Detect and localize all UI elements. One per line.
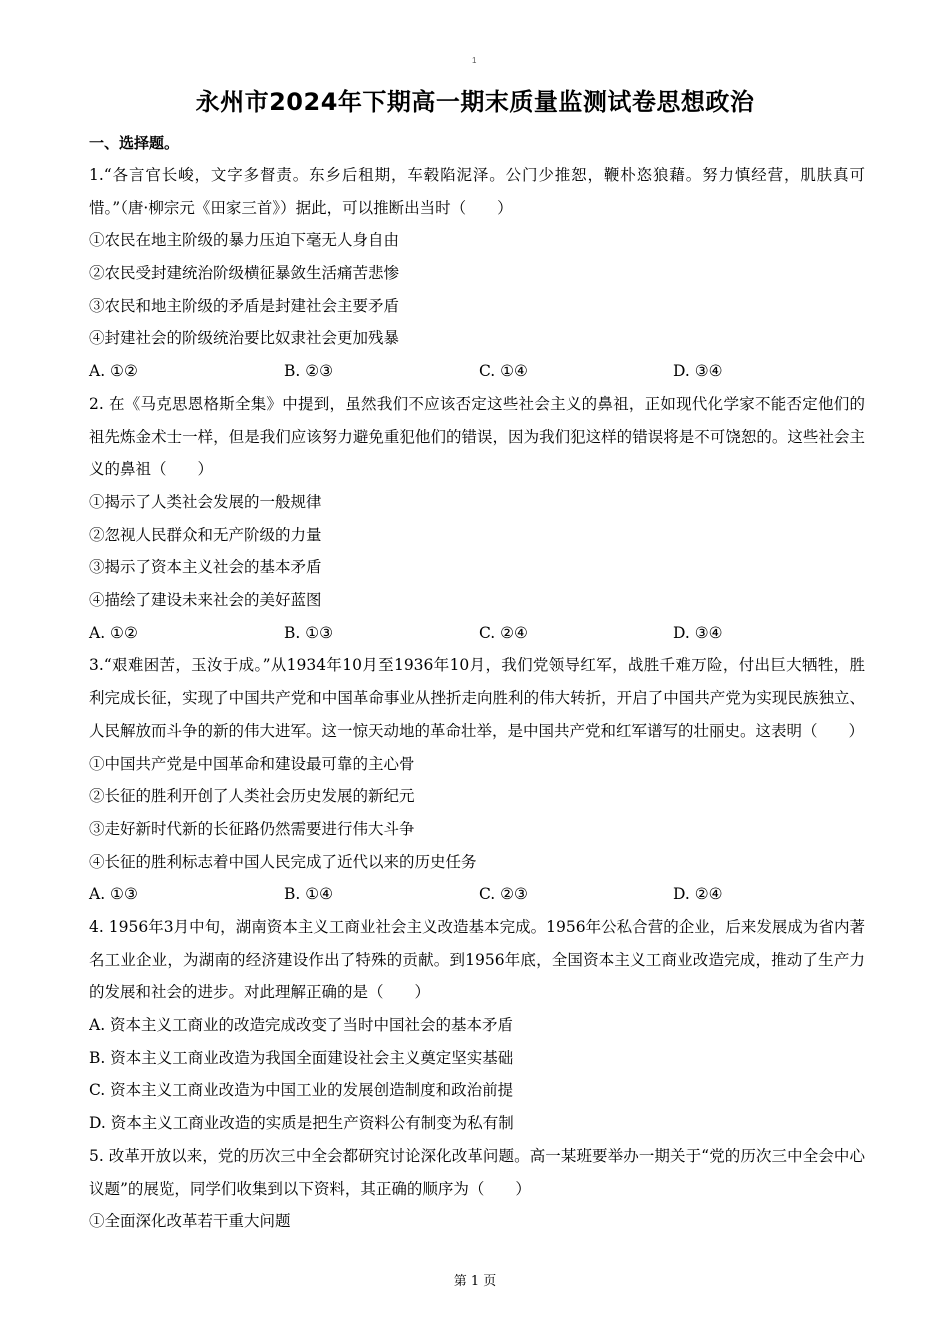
choice-c: C. ②④	[479, 623, 528, 642]
page-top-mark: 1	[472, 56, 477, 65]
choice-b: B. ①③	[284, 623, 334, 642]
exam-title: 永州市2024年下期高一期末质量监测试卷思想政治	[195, 88, 755, 116]
choice-d: D. ②④	[673, 885, 723, 904]
question-stem: 5. 改革开放以来，党的历次三中全会都研究讨论深化改革问题。高一某班要举办一期关于“党的历次三中全会中心议题”的展览，同学们收集到以下资料，其正确的顺序为（ ）	[89, 1146, 865, 1198]
option-item: ②忽视人民群众和无产阶级的力量	[89, 525, 322, 544]
question-5	[89, 1140, 865, 1238]
question-stem: 3.“艰难困苦，玉汝于成。”从1934年10月至1936年10月，我们党领导红军，战胜千难万险，付出巨大牺牲，胜利完成长征，实现了中国共产党和中国革命事业从挫折走向胜利的伟大转折，开启了中国共产党为实现民族独立、人民解放而斗争的新的伟大进军。这一惊天动地的革命壮举，是中国共产党和红军谱写的壮丽史。这表明（ ）	[89, 656, 865, 740]
question-4	[89, 911, 865, 1140]
question-stem: 2. 在《马克思恩格斯全集》中提到，虽然我们不应该否定这些社会主义的鼻祖，正如现代化学家不能否定他们的祖先炼金术士一样，但是我们应该努力避免重犯他们的错误，因为我们犯这样的错误将是不可饶恕的。这些社会主义的鼻祖（ ）	[89, 394, 865, 479]
choice-d: D. 资本主义工商业改造的实质是把生产资料公有制变为私有制	[89, 1114, 514, 1133]
option-item: ④描绘了建设未来社会的美好蓝图	[89, 591, 322, 610]
choice-c: C. ①④	[479, 362, 528, 381]
choice-d: D. ③④	[673, 623, 723, 642]
question-2	[89, 388, 865, 650]
question-stem: 4. 1956年3月中旬，湖南资本主义工商业社会主义改造基本完成。1956年公私合营的企业，后来发展成为省内著名工业企业，为湖南的经济建设作出了特殊的贡献。到1956年底，全国资本主义工商业改造完成，推动了生产力的发展和社会的进步。对此理解正确的是（ ）	[89, 917, 865, 1002]
choice-a: A. 资本主义工商业的改造完成改变了当时中国社会的基本矛盾	[89, 1016, 514, 1035]
option-item: ④长征的胜利标志着中国人民完成了近代以来的历史任务	[89, 852, 477, 871]
page-number: 第 1 页	[453, 1274, 497, 1289]
question-1	[89, 159, 865, 388]
answer-choices	[89, 617, 865, 650]
choice-c: C. ②③	[479, 885, 528, 904]
choice-b: B. ②③	[284, 362, 334, 381]
option-item: ①农民在地主阶级的暴力压迫下毫无人身自由	[89, 231, 400, 250]
question-3	[89, 649, 865, 911]
option-item: ①揭示了人类社会发展的一般规律	[89, 492, 322, 511]
choice-b: B. ①④	[284, 885, 334, 904]
answer-choices	[89, 355, 865, 388]
choice-d: D. ③④	[673, 362, 723, 381]
choice-a: A. ①③	[89, 885, 138, 904]
choice-b: B. 资本主义工商业改造为我国全面建设社会主义奠定坚实基础	[89, 1048, 514, 1067]
answer-choices	[89, 878, 865, 911]
choice-a: A. ①②	[89, 362, 138, 381]
option-item: ③揭示了资本主义社会的基本矛盾	[89, 558, 322, 577]
option-item: ②长征的胜利开创了人类社会历史发展的新纪元	[89, 787, 415, 806]
option-item: ④封建社会的阶级统治要比奴隶社会更加残暴	[89, 329, 400, 348]
exam-content	[89, 127, 865, 1238]
option-item: ①中国共产党是中国革命和建设最可靠的主心骨	[89, 754, 415, 773]
option-item: ①全面深化改革若干重大问题	[89, 1212, 291, 1231]
section-heading: 一、选择题。	[89, 134, 180, 152]
question-stem: 1.“各言官长峻，文字多督责。东乡后租期，车毂陷泥泽。公门少推恕，鞭朴恣狼藉。努力慎经营，肌肤真可惜。”（唐·柳宗元《田家三首》）据此，可以推断出当时（ ）	[89, 166, 865, 217]
option-item: ③走好新时代新的长征路仍然需要进行伟大斗争	[89, 819, 415, 838]
option-item: ③农民和地主阶级的矛盾是封建社会主要矛盾	[89, 296, 400, 315]
option-item: ②农民受封建统治阶级横征暴敛生活痛苦悲惨	[89, 264, 400, 283]
choice-a: A. ①②	[89, 623, 138, 642]
choice-c: C. 资本主义工商业改造为中国工业的发展创造制度和政治前提	[89, 1081, 514, 1100]
